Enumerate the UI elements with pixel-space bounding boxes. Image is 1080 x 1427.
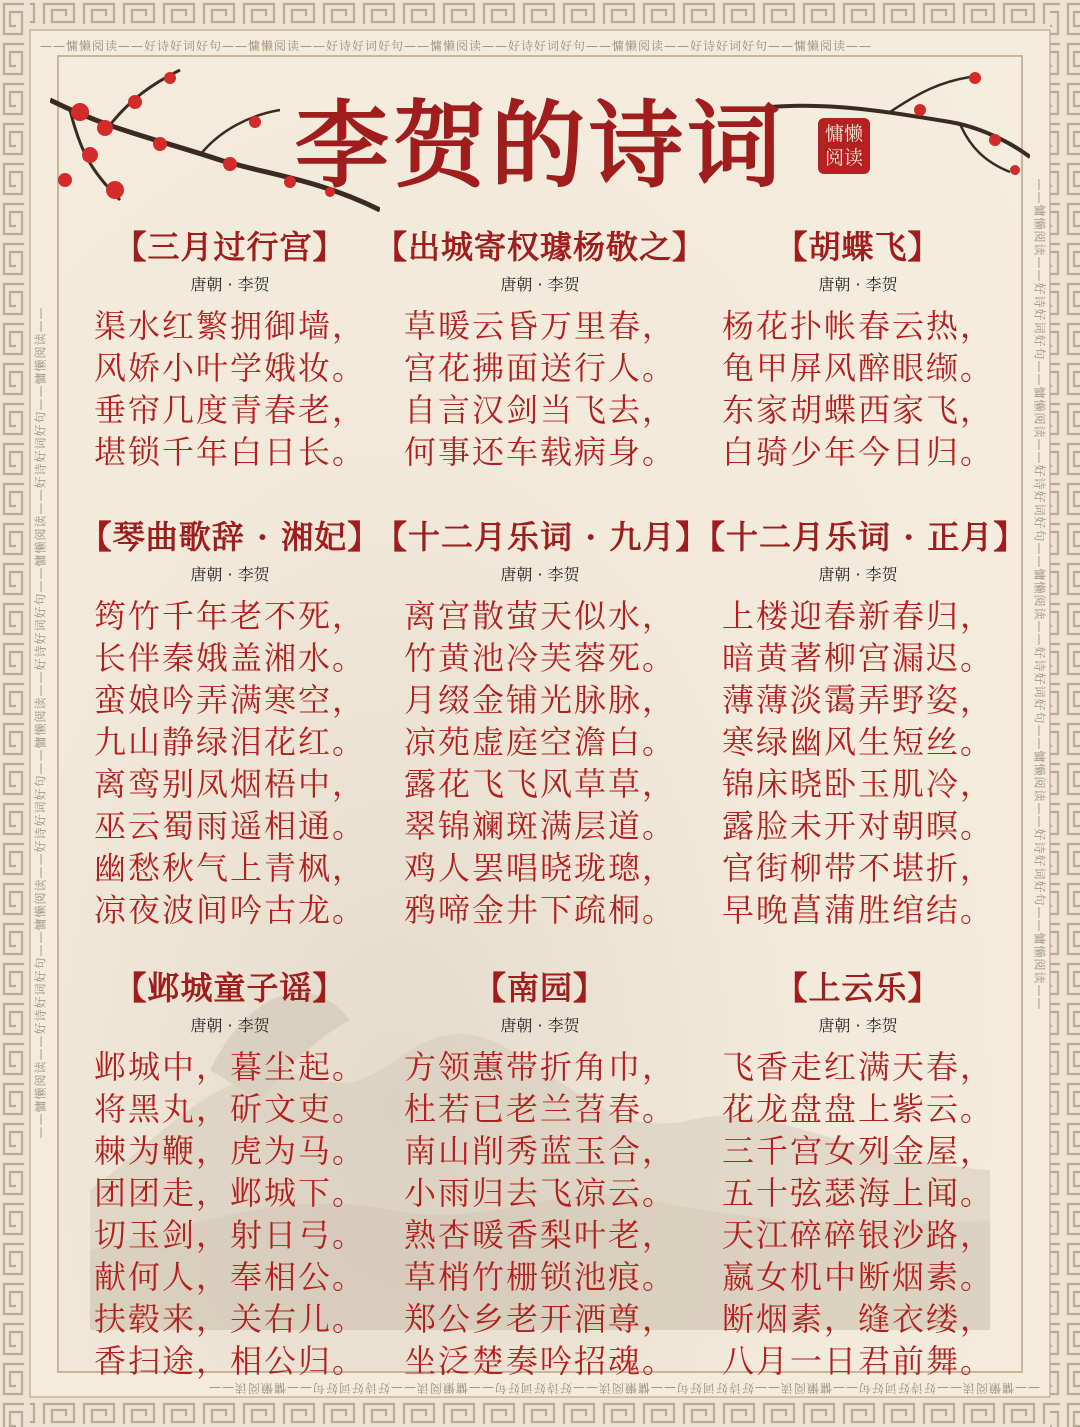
poem-line: 草梢竹栅锁池痕。: [403, 1258, 676, 1296]
poem-line: 郑公乡老开酒尊，: [403, 1300, 676, 1338]
seal-line-1: 慵懒: [824, 123, 863, 145]
poem-title: 【胡蝶飞】: [775, 228, 941, 266]
poem-line: 团团走，邺城下。: [93, 1174, 366, 1212]
poem-line: 五十弦瑟海上闻。: [721, 1174, 994, 1212]
poem-line: 花龙盘盘上紫云。: [721, 1090, 994, 1128]
poem-line: 南山削秀蓝玉合，: [403, 1132, 676, 1170]
poem-line: 杜若已老兰苕春。: [403, 1090, 676, 1128]
poem-line: 嬴女机中断烟素。: [721, 1258, 994, 1296]
poem-line: 露脸未开对朝暝。: [721, 807, 994, 845]
poem-author: 唐朝 · 李贺: [500, 275, 580, 294]
poem-line: 堪锁千年白日长。: [93, 433, 366, 471]
poem-title: 【十二月乐词 · 正月】: [693, 518, 1027, 556]
poem-author: 唐朝 · 李贺: [190, 565, 270, 584]
poem-block: [693, 963, 1023, 1382]
poem-line: 鸦啼金井下疏桐。: [403, 891, 676, 929]
poem-line: 锦床晓卧玉肌冷，: [721, 765, 994, 803]
poem-block: [693, 512, 1027, 931]
poem-line: 幽愁秋气上青枫，: [93, 849, 366, 887]
poem-line: 月缀金铺光脉脉，: [403, 681, 676, 719]
poem-line: 杨花扑帐春云热，: [721, 307, 994, 345]
poem-line: 宫花拂面送行人。: [403, 349, 676, 387]
poem-title: 【邺城童子谣】: [114, 969, 346, 1007]
poem-line: 邺城中，暮尘起。: [93, 1048, 366, 1086]
poem-line: 断烟素，缝衣缕，: [721, 1300, 994, 1338]
poem-author: 唐朝 · 李贺: [500, 565, 580, 584]
poem-line: 筠竹千年老不死，: [93, 597, 366, 635]
poem-author: 唐朝 · 李贺: [190, 1016, 270, 1035]
poem-line: 渠水红繁拥御墙，: [93, 307, 366, 345]
edge-watermark-right: ——慵懒阅读——好诗好词好句——慵懒阅读——好诗好词好句——慵懒阅读——好诗好词好句——慵懒阅读——好诗好词好句——慵懒阅读——: [1032, 178, 1047, 1011]
poem-line: 三千宫女列金屋，: [721, 1132, 994, 1170]
poem-line: 八月一日君前舞。: [721, 1342, 994, 1380]
poem-line: 竹黄池冷芙蓉死。: [403, 639, 676, 677]
poem-line: 蛮娘吟弄满寒空，: [93, 681, 366, 719]
poem-block: [375, 512, 709, 931]
poem-line: 凉苑虚庭空澹白。: [403, 723, 676, 761]
poem-author: 唐朝 · 李贺: [500, 1016, 580, 1035]
page-title: 李贺的诗词: [294, 91, 785, 201]
poem-line: 小雨归去飞凉云。: [403, 1174, 676, 1212]
poem-line: 自言汉剑当飞去，: [403, 391, 676, 429]
poem-line: 坐泛楚奏吟招魂。: [403, 1342, 676, 1380]
poem-line: 龟甲屏风醉眼缬。: [721, 349, 994, 387]
seal-line-2: 阅读: [824, 147, 863, 169]
poem-author: 唐朝 · 李贺: [190, 275, 270, 294]
poem-line: 凉夜波间吟古龙。: [93, 891, 366, 929]
poem-line: 扶毂来，关右儿。: [93, 1300, 366, 1338]
poem-line: 何事还车载病身。: [403, 433, 676, 471]
poem-line: 薄薄淡霭弄野姿，: [721, 681, 994, 719]
poem-title: 【上云乐】: [775, 969, 941, 1007]
poem-author: 唐朝 · 李贺: [818, 1016, 898, 1035]
poem-line: 官街柳带不堪折，: [721, 849, 994, 887]
poem-author: 唐朝 · 李贺: [818, 275, 898, 294]
poem-title: 【三月过行宫】: [114, 228, 346, 266]
poem-line: 将黑丸，斫文吏。: [93, 1090, 366, 1128]
poem-line: 香扫途，相公归。: [93, 1342, 366, 1380]
poem-line: 天江碎碎银沙路，: [721, 1216, 994, 1254]
poem-line: 白骑少年今日归。: [721, 433, 994, 471]
poem-title: 【十二月乐词 · 九月】: [375, 518, 709, 556]
edge-watermark-left: ——慵懒阅读——好诗好词好句——慵懒阅读——好诗好词好句——慵懒阅读——好诗好词好句——慵懒阅读——好诗好词好句——慵懒阅读——: [33, 306, 48, 1139]
poem-line: 飞香走红满天春，: [721, 1048, 994, 1086]
poem-line: 长伴秦娥盖湘水。: [93, 639, 366, 677]
poem-line: 离宫散萤天似水，: [403, 597, 676, 635]
poem-block: [65, 512, 395, 931]
poem-author: 唐朝 · 李贺: [818, 565, 898, 584]
edge-watermark-bottom: ——慵懒阅读——好诗好词好句——慵懒阅读——好诗好词好句——慵懒阅读——好诗好词好句——慵懒阅读——好诗好词好句——慵懒阅读——: [207, 1381, 1040, 1395]
poem-line: 暗黄著柳宫漏迟。: [721, 639, 994, 677]
poem-line: 寒绿幽风生短丝。: [721, 723, 994, 761]
poem-title: 【南园】: [473, 969, 606, 1007]
poem-block: [375, 222, 705, 473]
poem-line: 东家胡蝶西家飞，: [721, 391, 994, 429]
poem-line: 切玉剑，射日弓。: [93, 1216, 366, 1254]
seal-stamp: [818, 118, 870, 174]
poem-line: 早晚菖蒲胜绾结。: [721, 891, 994, 929]
poem-line: 棘为鞭，虎为马。: [93, 1132, 366, 1170]
poem-title: 【出城寄权璩杨敬之】: [375, 228, 706, 266]
poem-line: 草暖云昏万里春，: [403, 307, 676, 345]
poem-line: 鸡人罢唱晓珑璁，: [403, 849, 676, 887]
poem-line: 露花飞飞风草草，: [403, 765, 676, 803]
poem-block: [65, 222, 395, 473]
poem-line: 巫云蜀雨遥相通。: [93, 807, 366, 845]
poem-title: 【琴曲歌辞 · 湘妃】: [79, 518, 381, 556]
poem-line: 垂帘几度青春老，: [93, 391, 366, 429]
poem-block: [693, 222, 1023, 473]
poem-block: [375, 963, 705, 1382]
poem-line: 献何人，奉相公。: [93, 1258, 366, 1296]
poem-line: 方领蕙带折角巾，: [403, 1048, 676, 1086]
edge-watermark-top: ——慵懒阅读——好诗好词好句——慵懒阅读——好诗好词好句——慵懒阅读——好诗好词好句——慵懒阅读——好诗好词好句——慵懒阅读——: [40, 39, 873, 53]
poem-line: 离鸾别凤烟梧中，: [93, 765, 366, 803]
poem-line: 熟杏暖香梨叶老，: [403, 1216, 676, 1254]
poem-block: [65, 963, 395, 1382]
poem-line: 九山静绿泪花红。: [93, 723, 366, 761]
poem-line: 上楼迎春新春归，: [721, 597, 994, 635]
poem-line: 翠锦斓斑满层道。: [403, 807, 676, 845]
poem-line: 风娇小叶学娥妆。: [93, 349, 366, 387]
